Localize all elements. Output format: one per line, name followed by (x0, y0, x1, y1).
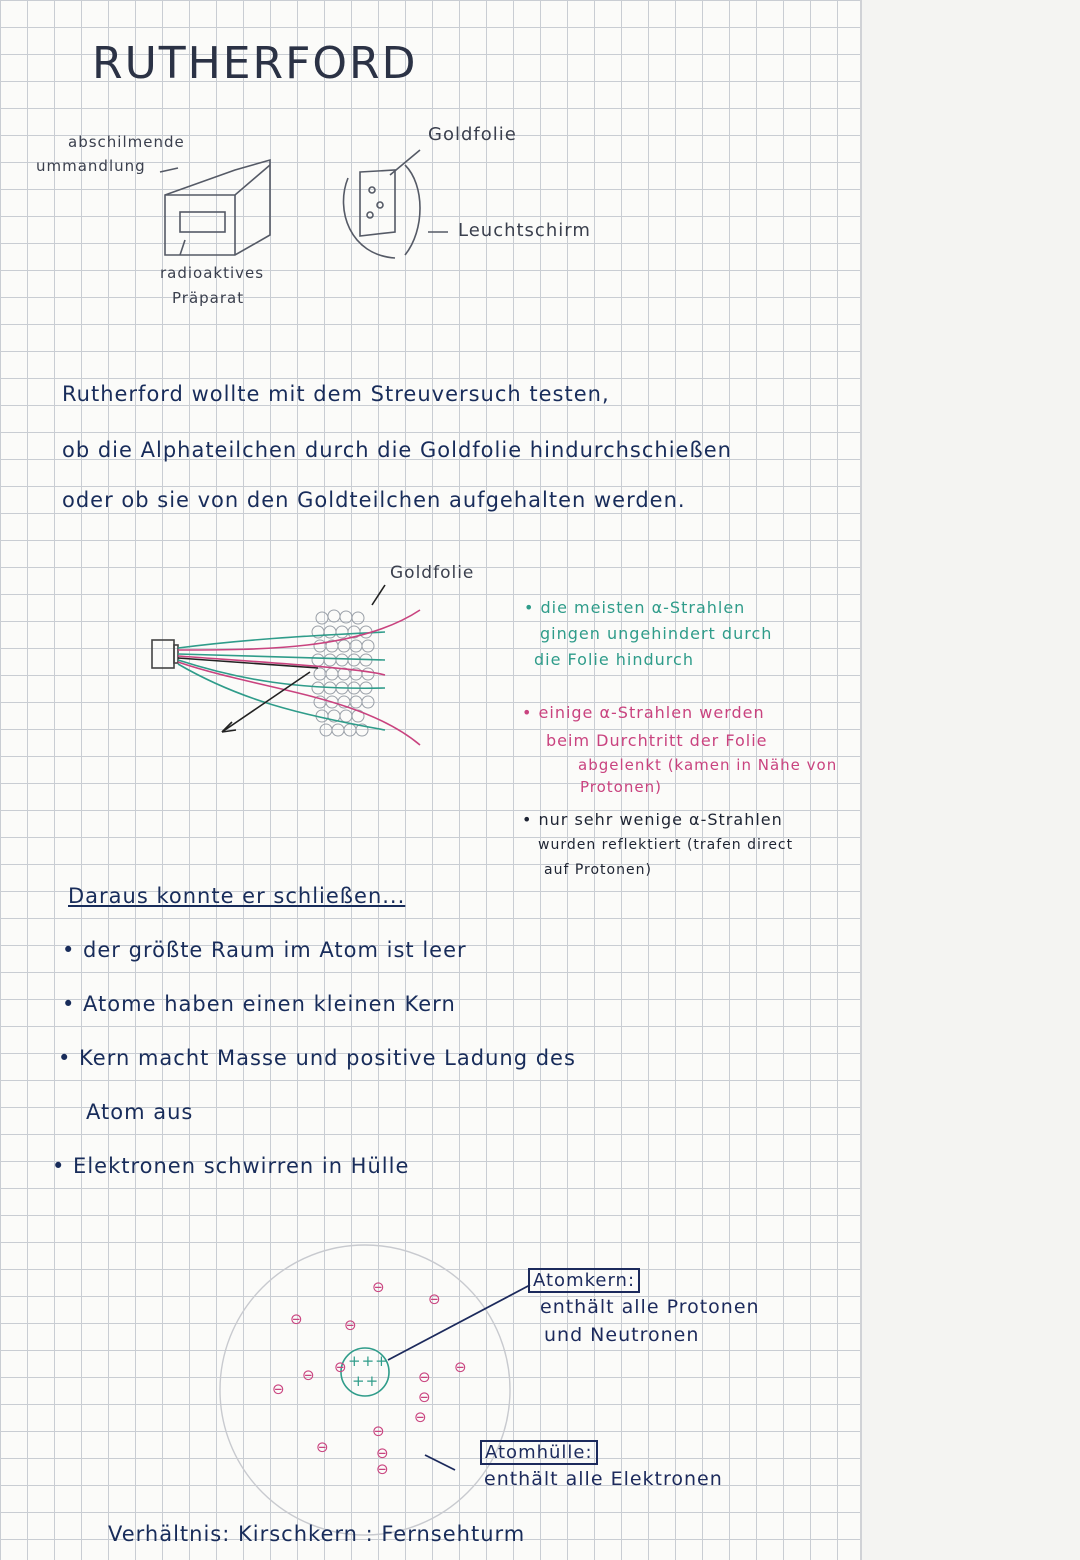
electron: ⊖ (302, 1366, 316, 1384)
note2-line-4: Protonen) (580, 778, 662, 796)
electron: ⊖ (454, 1358, 468, 1376)
note1-line-2: gingen ungehindert durch (540, 624, 773, 643)
note1-line-1: • die meisten α-Strahlen (524, 598, 746, 617)
source-label-1: radioaktives (160, 264, 265, 282)
conclusion-item-3-cont: Atom aus (86, 1100, 194, 1124)
shield-box-drawing (160, 160, 270, 255)
conclusion-item-1: • der größte Raum im Atom ist leer (62, 938, 467, 962)
electron: ⊖ (316, 1438, 330, 1456)
electron: ⊖ (376, 1460, 390, 1478)
intro-line-3: oder ob sie von den Goldteilchen aufgehalten werden. (62, 488, 686, 512)
note2-line-2: beim Durchtritt der Folie (546, 731, 768, 750)
nucleus-plus-2: ++ (352, 1372, 380, 1390)
conclusion-item-3: • Kern macht Masse und positive Ladung des (58, 1046, 576, 1070)
note1-line-3: die Folie hindurch (534, 650, 694, 669)
scatter-goldfoil-label: Goldfolie (390, 563, 475, 583)
electron: ⊖ (372, 1278, 386, 1296)
shell-label: Atomhülle: (480, 1440, 598, 1465)
shell-desc: enthält alle Elektronen (484, 1468, 723, 1490)
conclusion-heading: Daraus konnte er schließen... (68, 884, 406, 908)
electron: ⊖ (334, 1358, 348, 1376)
nucleus-plus-1: +++ (348, 1352, 389, 1370)
electron: ⊖ (272, 1380, 286, 1398)
screen-label: Leuchtschirm (458, 220, 591, 241)
electron: ⊖ (418, 1368, 432, 1386)
source-label-2: Präparat (172, 289, 245, 307)
goldfoil-label: Goldfolie (428, 124, 517, 145)
foil-screen-drawing (343, 150, 448, 258)
shield-label-2: ummandlung (36, 157, 146, 175)
electron: ⊖ (290, 1310, 304, 1328)
page-title: RUTHERFORD (92, 38, 418, 89)
conclusion-item-4: • Elektronen schwirren in Hülle (52, 1154, 410, 1178)
note2-line-1: • einige α-Strahlen werden (522, 703, 765, 722)
nucleus-label: Atomkern: (528, 1268, 640, 1293)
note3-line-3: auf Protonen) (544, 862, 652, 878)
nucleus-desc-2: und Neutronen (544, 1324, 700, 1346)
intro-line-2: ob die Alphateilchen durch die Goldfolie hindurchschießen (62, 438, 732, 462)
electron: ⊖ (344, 1316, 358, 1334)
intro-line-1: Rutherford wollte mit dem Streuversuch testen, (62, 382, 610, 406)
note2-line-3: abgelenkt (kamen in Nähe von (578, 756, 838, 774)
alpha-rays-pink (178, 610, 420, 745)
conclusion-item-2: • Atome haben einen kleinen Kern (62, 992, 456, 1016)
scatter-source (152, 640, 178, 668)
electron: ⊖ (376, 1444, 390, 1462)
note3-line-2: wurden reflektiert (trafen direct (538, 837, 794, 853)
ratio-line: Verhältnis: Kirschkern : Fernsehturm (108, 1522, 526, 1546)
nucleus-desc-1: enthält alle Protonen (540, 1296, 760, 1318)
shield-label-1: abschilmende (68, 133, 185, 151)
electron: ⊖ (418, 1388, 432, 1406)
electron: ⊖ (428, 1290, 442, 1308)
note3-line-1: • nur sehr wenige α-Strahlen (522, 810, 783, 829)
electron: ⊖ (414, 1408, 428, 1426)
electron: ⊖ (372, 1422, 386, 1440)
